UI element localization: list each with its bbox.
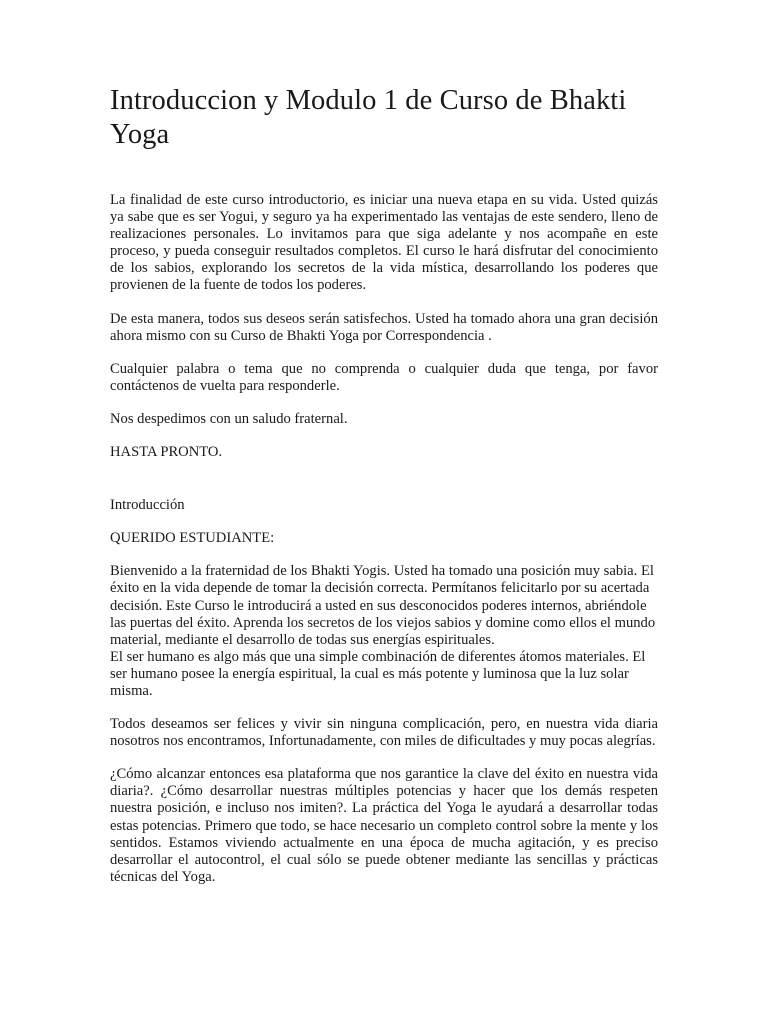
salutation: QUERIDO ESTUDIANTE: bbox=[110, 530, 275, 547]
paragraph-closing: HASTA PRONTO. bbox=[110, 444, 223, 461]
paragraph-questions: ¿Cómo alcanzar entonces esa plataforma que nos garantice la clave del éxito en nuestra vida diaria?. ¿Cómo desarrollar nuestras múltiples potencias y hacer que los demás respeten nuestra posición, e incluso nos imiten?. La práctica del Yoga le ayudará a desarrollar todas estas potencias. Primero que todo, se hace necesario un completo control sobre la mente y los sentidos. Estamos viviendo actualmente en una época de mucha agitación, y es preciso desarrollar el autocontrol, el cual sólo se puede obtener mediante las sencillas y prácticas técnicas del Yoga. bbox=[110, 766, 658, 885]
document-body bbox=[110, 192, 658, 886]
paragraph-happiness: Todos deseamos ser felices y vivir sin ninguna complicación, pero, en nuestra vida diaria nosotros nos encontramos, Infortunadamente, con miles de dificultades y muy pocas alegrías. bbox=[110, 716, 658, 750]
paragraph-farewell: Nos despedimos con un saludo fraternal. bbox=[110, 410, 348, 427]
paragraph-decision: De esta manera, todos sus deseos serán satisfechos. Usted ha tomado ahora una gran decisión ahora mismo con su Curso de Bhakti Yoga por Correspondencia . bbox=[110, 310, 658, 344]
section-heading-introduccion: Introducción bbox=[110, 497, 185, 514]
page-title: Introduccion y Modulo 1 de Curso de Bhakti Yoga bbox=[110, 85, 627, 150]
paragraph-human-being: El ser humano es algo más que una simple combinación de diferentes átomos materiales. El ser humano posee la energía espiritual, la cual es más potente y luminosa que la luz solar misma. bbox=[110, 648, 646, 699]
paragraph-contact: Cualquier palabra o tema que no comprenda o cualquier duda que tenga, por favor contáctenos de vuelta para responderle. bbox=[110, 360, 658, 394]
paragraph-welcome: Bienvenido a la fraternidad de los Bhakti Yogis. Usted ha tomado una posición muy sabia. El éxito en la vida depende de tomar la decisión correcta. Permítanos felicitarlo por su acertada decisión. Este Curso le introducirá a usted en sus desconocidos poderes internos, abriéndole las puertas del éxito. Aprenda los secretos de los viejos sabios y domine como ellos el mundo material, mediante el desarrollo de todas sus energías espirituales. bbox=[110, 563, 656, 648]
paragraph-intro: La finalidad de este curso introductorio, es iniciar una nueva etapa en su vida. Usted quizás ya sabe que es ser Yogui, y seguro ya ha experimentado las ventajas de este sendero, lleno de realizaciones personales. Lo invitamos para que siga adelante y nos acompañe en este proceso, y pueda conseguir resultados completos. El curso le hará disfrutar del conocimiento de los sabios, explorando los secretos de la vida mística, desarrollando los poderes que provienen de la fuente de todos los poderes. bbox=[110, 192, 658, 294]
